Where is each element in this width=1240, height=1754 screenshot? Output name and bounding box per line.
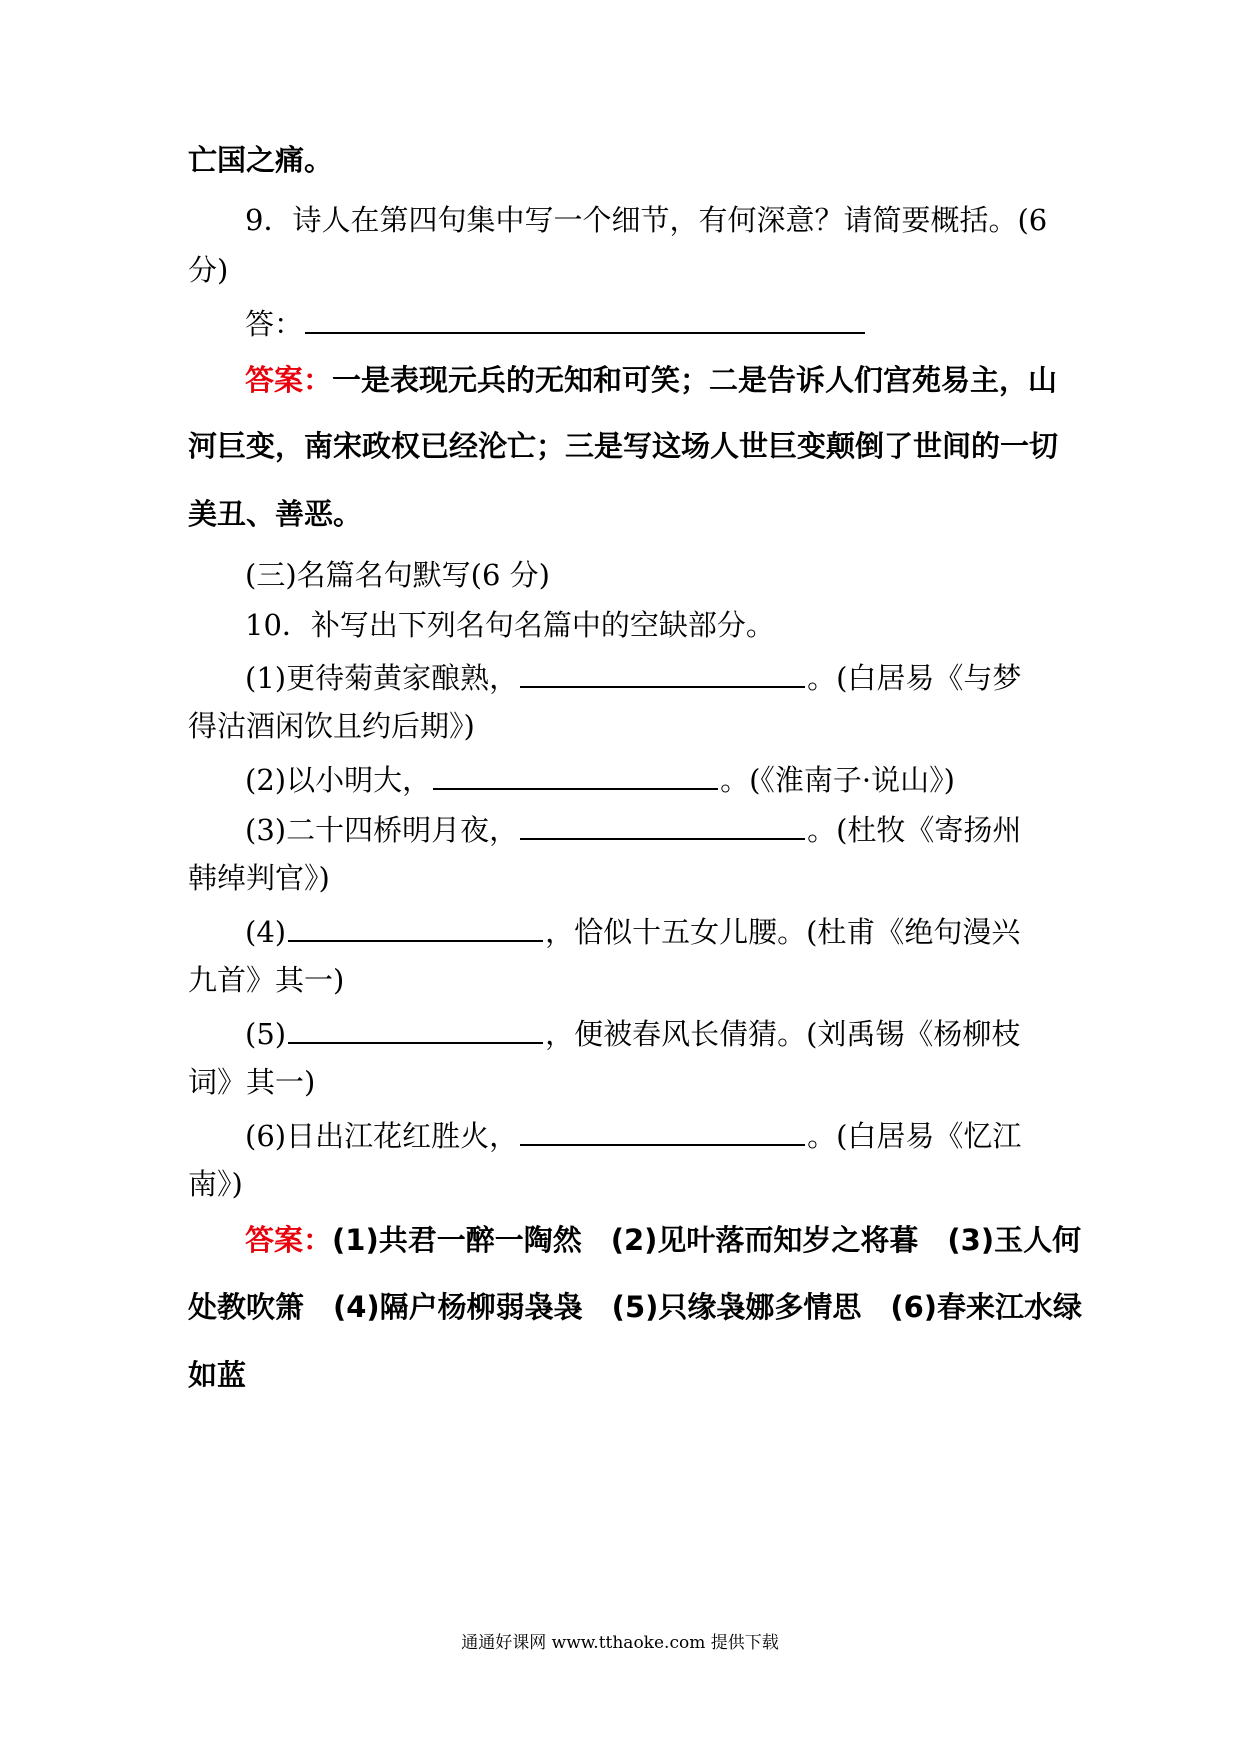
- item-4: [245, 910, 1063, 952]
- answer-field-row: [245, 302, 1063, 344]
- paragraph-text: 亡国之痛。: [188, 143, 334, 177]
- item-source: ，便被春风长倩猜。(刘禹锡《杨柳枝: [545, 1017, 1021, 1051]
- item-text: (3)二十四桥明月夜，: [245, 813, 519, 847]
- fill-blank[interactable]: [288, 910, 543, 942]
- item-source: ，恰似十五女儿腰。(杜甫《绝句漫兴: [545, 915, 1021, 949]
- item-source: 九首》其一): [188, 963, 345, 997]
- fill-blank[interactable]: [520, 808, 805, 840]
- question-text: 10．补写出下列名句名篇中的空缺部分。: [245, 608, 775, 642]
- answer-9: [245, 360, 1063, 400]
- page-footer: 通通好课网 www.tthaoke.com 提供下载: [461, 1633, 779, 1653]
- item-text: (2)以小明大，: [245, 763, 432, 797]
- fill-blank[interactable]: [520, 656, 805, 688]
- question-9-continued: [188, 250, 1063, 290]
- answer-text: 河巨变，南宋政权已经沦亡；三是写这场人世巨变颠倒了世间的一切: [188, 429, 1059, 463]
- fill-blank[interactable]: [288, 1012, 543, 1044]
- answer-10-continued: [188, 1355, 1063, 1395]
- item-source: 。(杜牧《寄扬州: [807, 813, 1022, 847]
- answer-text: (1)共君一醉一陶然 (2)见叶落而知岁之将暮 (3)玉人何: [332, 1223, 1082, 1257]
- item-text: (5): [245, 1017, 287, 1051]
- question-9: [245, 200, 1063, 240]
- item-4-continued: [188, 960, 1063, 1000]
- answer-text: 一是表现元兵的无知和可笑；二是告诉人们宫苑易主，山: [332, 363, 1058, 397]
- question-text: 分): [188, 253, 229, 287]
- fill-blank[interactable]: [520, 1114, 805, 1146]
- answer-9-continued: [188, 494, 1063, 534]
- item-source: 南》): [188, 1167, 243, 1201]
- answer-text: 处教吹箫 (4)隔户杨柳弱袅袅 (5)只缘袅娜多情思 (6)春来江水绿: [188, 1290, 1083, 1324]
- answer-label: 答：: [245, 307, 304, 341]
- item-3-continued: [188, 858, 1063, 898]
- answer-10: [245, 1220, 1082, 1260]
- item-2: [245, 758, 1063, 800]
- item-source: 词》其一): [188, 1065, 316, 1099]
- answer-blank[interactable]: [305, 302, 865, 334]
- item-6-continued: [188, 1164, 1063, 1204]
- item-source: 。(白居易《忆江: [807, 1119, 1022, 1153]
- question-text: 9．诗人在第四句集中写一个细节，有何深意？请简要概括。(6: [245, 203, 1048, 237]
- answer-key-label: 答案：: [245, 1223, 333, 1257]
- item-source: 。(白居易《与梦: [807, 661, 1022, 695]
- item-3: [245, 808, 1063, 850]
- item-source: 韩绰判官》): [188, 861, 330, 895]
- answer-10-continued: [188, 1287, 1083, 1327]
- item-1: [245, 656, 1063, 698]
- item-text: (4): [245, 915, 287, 949]
- item-text: (6)日出江花红胜火，: [245, 1119, 519, 1153]
- item-source: 得沽酒闲饮且约后期》): [188, 709, 475, 743]
- answer-9-continued: [188, 426, 1063, 466]
- item-5: [245, 1012, 1063, 1054]
- answer-text: 美丑、善恶。: [188, 497, 363, 531]
- item-source: 。(《淮南子·说山》): [720, 763, 955, 797]
- answer-key-label: 答案：: [245, 363, 333, 397]
- item-6: [245, 1114, 1063, 1156]
- section-title: (三)名篇名句默写(6 分): [245, 558, 550, 592]
- item-text: (1)更待菊黄家酿熟，: [245, 661, 519, 695]
- fill-blank[interactable]: [433, 758, 718, 790]
- section-heading: [245, 555, 1063, 595]
- answer-text: 如蓝: [188, 1358, 247, 1392]
- text-line: [188, 140, 1063, 180]
- question-10: [245, 605, 1063, 645]
- item-5-continued: [188, 1062, 1063, 1102]
- item-1-continued: [188, 706, 1063, 746]
